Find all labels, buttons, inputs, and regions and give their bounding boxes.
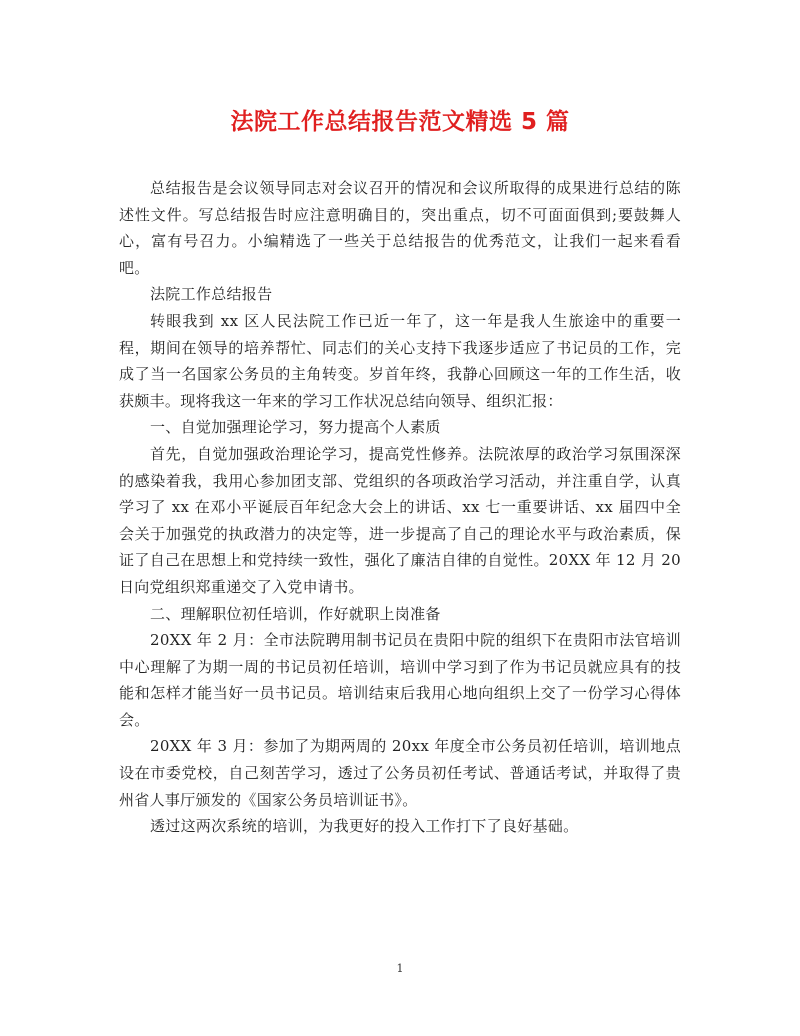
subsection-heading-1: 一、自觉加强理论学习，努力提高个人素质 bbox=[150, 418, 441, 437]
body-paragraph: 转眼我到 xx 区人民法院工作已近一年了，这一年是我人生旅途中的重要一程，期间在领导的培养帮忙、同志们的关心支持下我逐步适应了书记员的工作，完成了当一名国家公务员的主角转变。岁首年终，我静心回顾这一年的工作生活，收获颇丰。现将我这一年来的学习工作状况总结向领导、组织汇报： bbox=[119, 311, 681, 410]
page-number: 1 bbox=[396, 962, 404, 975]
body-paragraph: 20XX 年 3 月：参加了为期两周的 20xx 年度全市公务员初任培训，培训地点设在市委党校，自己刻苦学习，透过了公务员初任考试、普通话考试，并取得了贵州省人事厅颁发的《国家公务员培训证书》。 bbox=[119, 737, 681, 809]
intro-paragraph: 总结报告是会议领导同志对会议召开的情况和会议所取得的成果进行总结的陈述性文件。写总结报告时应注意明确目的，突出重点，切不可面面俱到;要鼓舞人心，富有号召力。小编精选了一些关于总结报告的优秀范文，让我们一起来看看吧。 bbox=[119, 179, 681, 277]
document-title: 法院工作总结报告范文精选 5 篇 bbox=[230, 109, 570, 135]
body-paragraph: 透过这两次系统的培训，为我更好的投入工作打下了良好基础。 bbox=[150, 817, 579, 836]
subsection-heading-2: 二、理解职位初任培训，作好就职上岗准备 bbox=[150, 604, 441, 623]
section-heading: 法院工作总结报告 bbox=[150, 285, 273, 304]
body-paragraph: 20XX 年 2 月：全市法院聘用制书记员在贵阳中院的组织下在贵阳市法官培训中心理解了为期一周的书记员初任培训，培训中学习到了作为书记员就应具有的技能和怎样才能当好一员书记员。培训结束后我用心地向组织上交了一份学习心得体会。 bbox=[119, 631, 681, 729]
body-paragraph: 首先，自觉加强政治理论学习，提高党性修养。法院浓厚的政治学习氛围深深的感染着我，我用心参加团支部、党组织的各项政治学习活动，并注重自学，认真学习了 xx 在邓小平诞辰百年纪念大会上的讲话、xx 七一重要讲话、xx 届四中全会关于加强党的执政潜力的决定等，进一步提高了自己的理论水平与政治素质，保证了自己在思想上和党持续一致性，强化了廉洁自律的自觉性。20XX 年 12 月 20 日向党组织郑重递交了入党申请书。 bbox=[119, 444, 681, 596]
document-body bbox=[119, 175, 681, 840]
